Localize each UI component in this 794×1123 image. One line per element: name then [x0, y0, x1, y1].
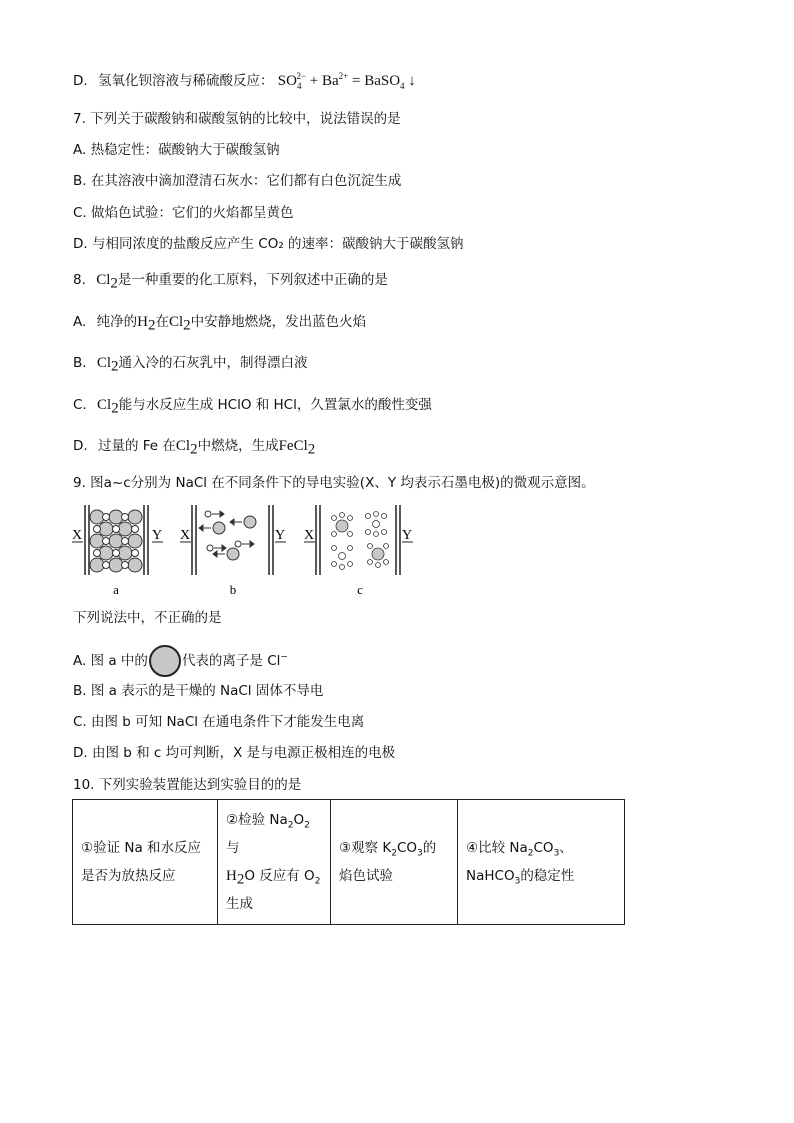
chloride-ion-circle-icon — [149, 645, 181, 677]
q9-sub-stem: 下列说法中，不正确的是 — [73, 610, 222, 626]
figure-a — [72, 505, 163, 597]
q9-option-d: D. 由图 b 和 c 均可判断，X 是与电源正极相连的电极 — [73, 745, 396, 761]
q9-option-a: A. 图 a 中的 代表的离子是 Cl− — [73, 645, 288, 677]
q9-figure — [70, 500, 430, 600]
figure-c — [304, 505, 413, 597]
q9-stem: 9. 图a~c分别为 NaCl 在不同条件下的导电实验(X、Y 均表示石墨电极)的微观示意图。 — [73, 475, 595, 491]
q6-option-d — [73, 72, 416, 90]
electrode-x-label: X — [304, 528, 315, 543]
option-label: D. — [73, 73, 88, 89]
table-cell-4: ④比较 $Na_2CO_3$、 NaHCO$_3$的稳定性 — [458, 800, 625, 925]
electrode-y-label: Y — [275, 528, 286, 543]
figure-label-c: c — [357, 582, 363, 597]
figure-label-b: b — [229, 582, 237, 597]
q9-option-c: C. 由图 b 可知 NaCl 在通电条件下才能发生电离 — [73, 714, 365, 730]
q7-option-d: D. 与相同浓度的盐酸反应产生 CO₂ 的速率：碳酸钠大于碳酸氢钠 — [73, 236, 464, 252]
table-row — [73, 800, 625, 925]
q7-option-c: C. 做焰色试验：它们的火焰都呈黄色 — [73, 205, 294, 221]
q8-option-c: C. $Cl_2$能与水反应生成 HClO 和 HCl，久置氯水的酸性变强 — [73, 397, 432, 417]
table-cell-3: ③观察 $K_2CO_3$的 焰色试验 — [331, 800, 458, 925]
electrode-y-label: Y — [402, 528, 413, 543]
electrode-y-label: Y — [152, 528, 163, 543]
q10-table — [72, 799, 625, 925]
electrode-x-label: X — [180, 528, 191, 543]
figure-label-a: a — [113, 582, 119, 597]
q8-stem: 8. $Cl_2$是一种重要的化工原料，下列叙述中正确的是 — [73, 272, 388, 292]
table-cell-2: ②检验 $Na_2O_2$与 $H_2O$ 反应有 $O_2$ 生成 — [218, 800, 331, 925]
figure-b — [180, 505, 286, 597]
q7-option-a: A. 热稳定性：碳酸钠大于碳酸氢钠 — [73, 142, 280, 158]
q9-option-b: B. 图 a 表示的是干燥的 NaCl 固体不导电 — [73, 683, 324, 699]
q8-option-b: B. $Cl_2$通入冷的石灰乳中，制得漂白液 — [73, 355, 308, 375]
electrode-x-label: X — [72, 528, 83, 543]
q10-stem: 10. 下列实验装置能达到实验目的的是 — [73, 777, 302, 793]
option-text: 氢氧化钡溶液与稀硫酸反应： — [97, 73, 274, 89]
q8-option-d: D. 过量的 Fe 在$Cl_2$中燃烧，生成FeCl$_2$ — [73, 438, 316, 458]
q8-option-a: A. 纯净的$H_2$在$Cl_2$中安静地燃烧，发出蓝色火焰 — [73, 314, 367, 334]
chemical-equation: $SO_4^{2-} + Ba^{2+}$ = BaSO$_4$ ↓ — [277, 71, 416, 91]
table-cell-1: ①验证 Na 和水反应 是否为放热反应 — [73, 800, 218, 925]
q7-stem: 7. 下列关于碳酸钠和碳酸氢钠的比较中，说法错误的是 — [73, 111, 401, 127]
q7-option-b: B. 在其溶液中滴加澄清石灰水：它们都有白色沉淀生成 — [73, 173, 402, 189]
